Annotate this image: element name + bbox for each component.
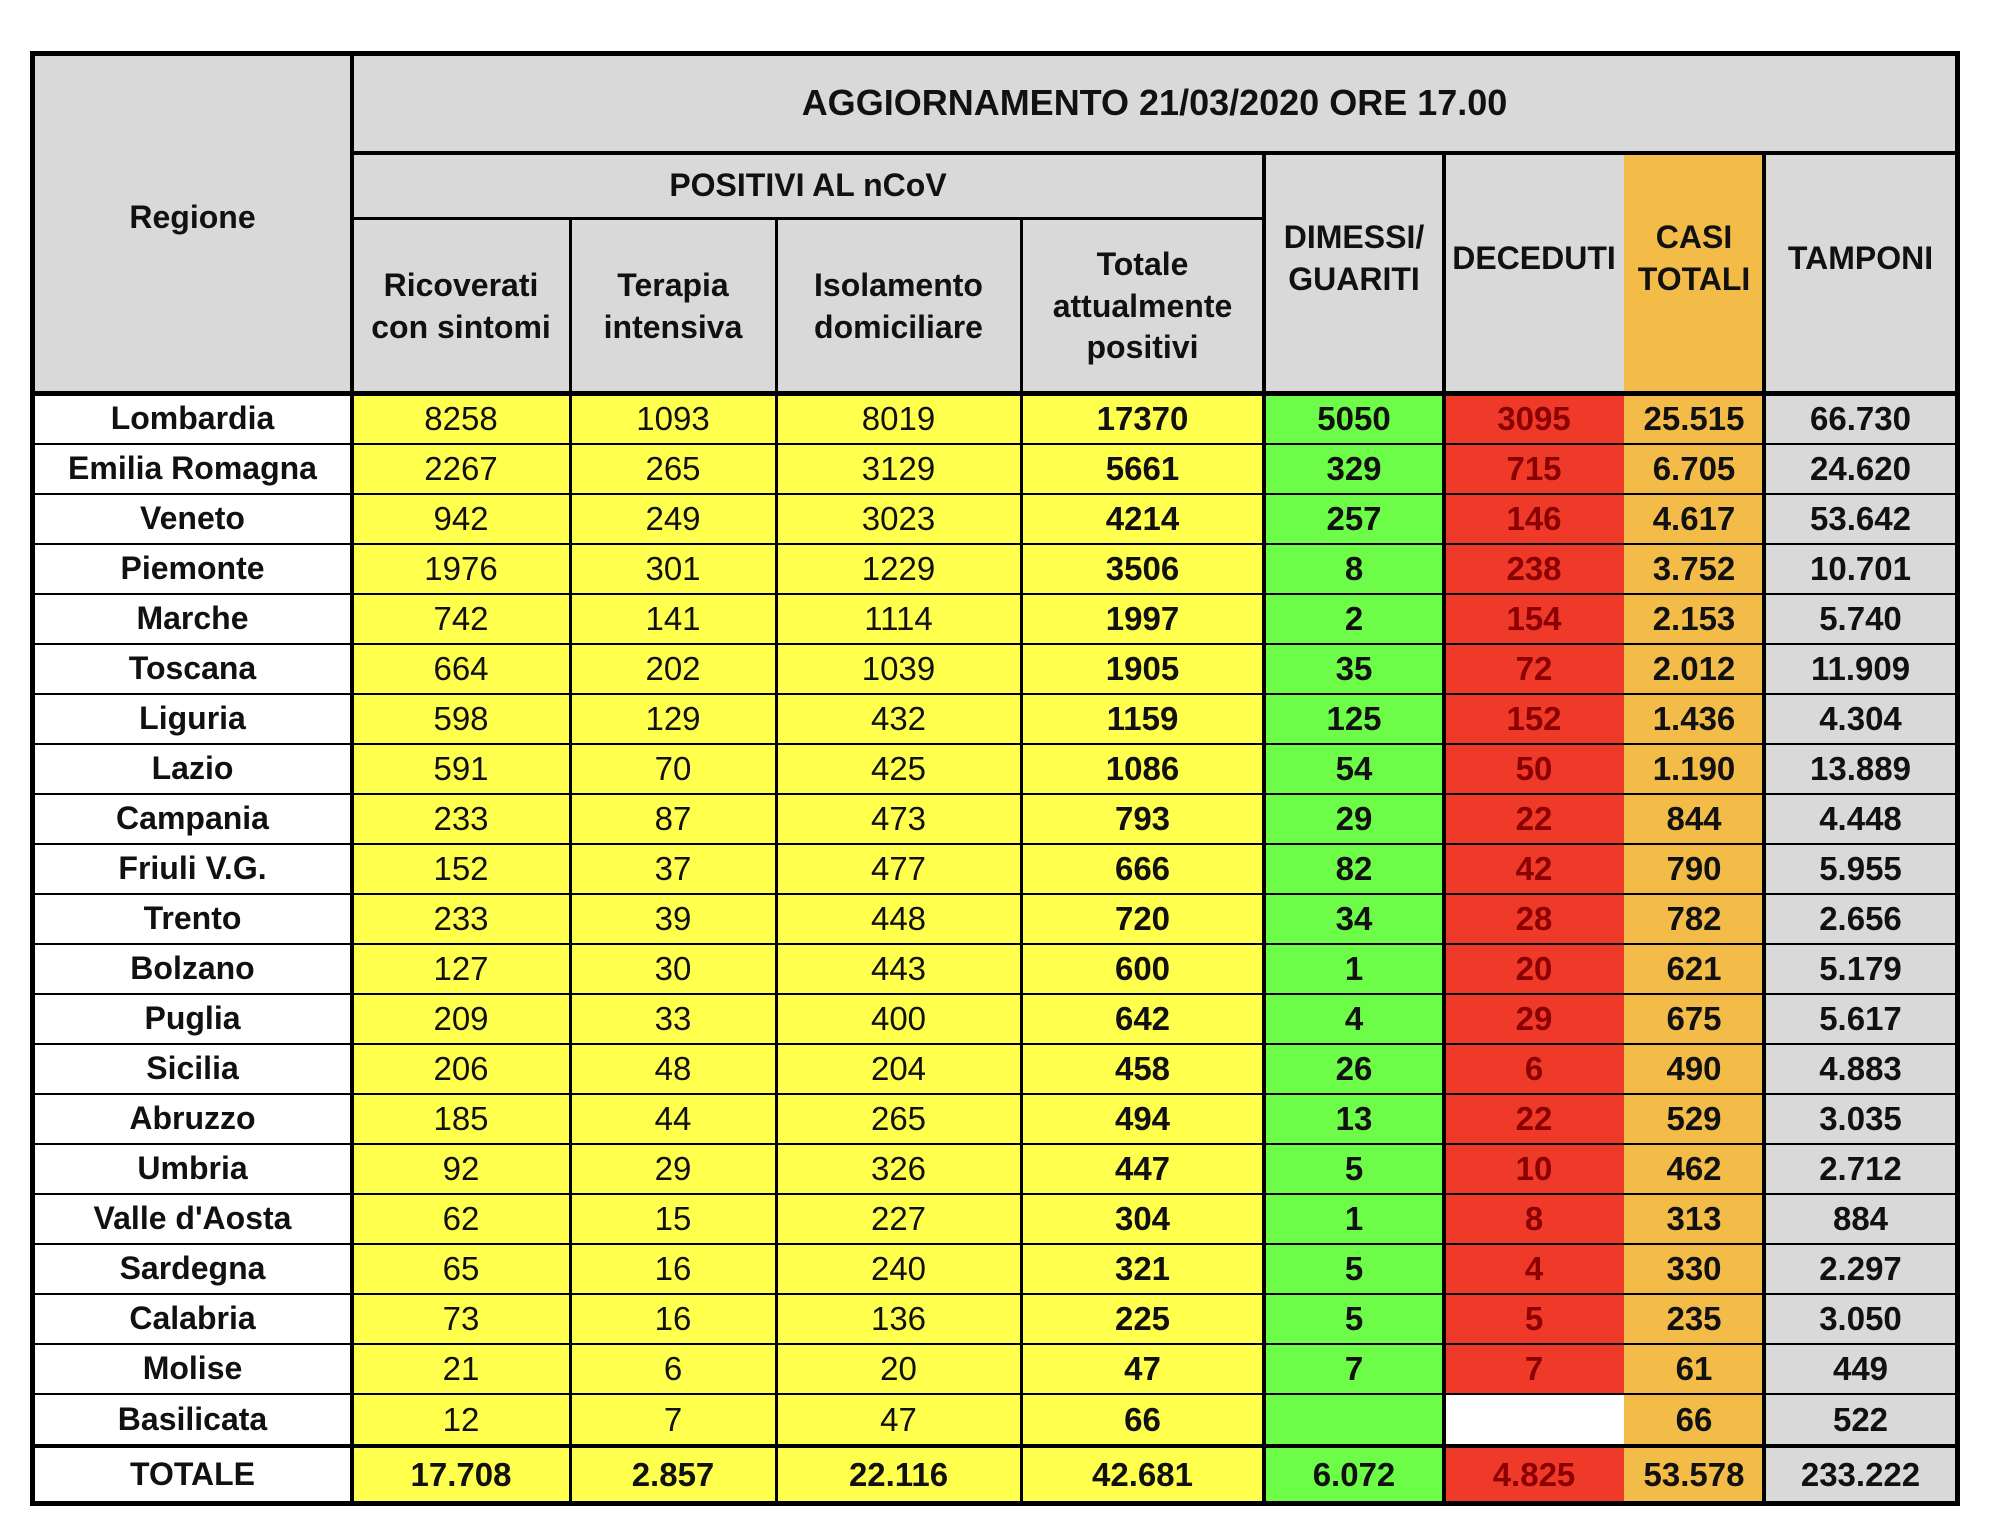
cell-dimessi: 1 <box>1264 1194 1444 1244</box>
cell-dimessi: 5 <box>1264 1144 1444 1194</box>
cell-deceduti: 22 <box>1444 794 1624 844</box>
cell-isolamento: 204 <box>776 1044 1021 1094</box>
cell-dimessi: 54 <box>1264 744 1444 794</box>
cell-ricoverati: 8258 <box>352 394 570 444</box>
cell-totale-positivi: 720 <box>1021 894 1264 944</box>
cell-isolamento: 432 <box>776 694 1021 744</box>
cell-dimessi: 2 <box>1264 594 1444 644</box>
cell-terapia: 265 <box>570 444 776 494</box>
cell-ricoverati: 152 <box>352 844 570 894</box>
cell-regione: Lombardia <box>33 394 352 444</box>
cell-tamponi: 5.617 <box>1764 994 1957 1044</box>
cell-tamponi: 11.909 <box>1764 644 1957 694</box>
cell-totale-positivi: 17370 <box>1021 394 1264 444</box>
cell-casi-totali: 790 <box>1624 844 1764 894</box>
row-line-8 <box>33 793 1957 795</box>
cell-tamponi: 10.701 <box>1764 544 1957 594</box>
cell-casi-totali: 61 <box>1624 1344 1764 1394</box>
cell-ricoverati: 62 <box>352 1194 570 1244</box>
cell-totale-positivi: 458 <box>1021 1044 1264 1094</box>
cell-deceduti: 3095 <box>1444 394 1624 444</box>
cell-isolamento: 3023 <box>776 494 1021 544</box>
cell-deceduti: 7 <box>1444 1344 1624 1394</box>
cell-totale-positivi: 1159 <box>1021 694 1264 744</box>
cell-regione: Trento <box>33 894 352 944</box>
cell-regione: Veneto <box>33 494 352 544</box>
cell-ricoverati: 12 <box>352 1394 570 1446</box>
cell-ricoverati: 233 <box>352 894 570 944</box>
cell-totale-positivi: 666 <box>1021 844 1264 894</box>
cell-tamponi: 4.304 <box>1764 694 1957 744</box>
cell-ricoverati: 1976 <box>352 544 570 594</box>
cell-tamponi: 4.883 <box>1764 1044 1957 1094</box>
cell-casi-totali: 529 <box>1624 1094 1764 1144</box>
cell-dimessi: 82 <box>1264 844 1444 894</box>
row-line-15 <box>33 1143 1957 1145</box>
cell-isolamento: 265 <box>776 1094 1021 1144</box>
total-totale-positivi: 42.681 <box>1021 1446 1264 1504</box>
cell-tamponi: 2.656 <box>1764 894 1957 944</box>
cell-regione: Piemonte <box>33 544 352 594</box>
cell-totale-positivi: 3506 <box>1021 544 1264 594</box>
row-line-14 <box>33 1093 1957 1095</box>
cell-terapia: 6 <box>570 1344 776 1394</box>
cell-regione: Bolzano <box>33 944 352 994</box>
header-regione: Regione <box>33 54 352 394</box>
cell-totale-positivi: 47 <box>1021 1344 1264 1394</box>
cell-isolamento: 1114 <box>776 594 1021 644</box>
header-positivi: POSITIVI AL nCoV <box>352 153 1264 219</box>
cell-regione: Sardegna <box>33 1244 352 1294</box>
cell-dimessi: 34 <box>1264 894 1444 944</box>
cell-dimessi: 125 <box>1264 694 1444 744</box>
cell-ricoverati: 664 <box>352 644 570 694</box>
cell-terapia: 301 <box>570 544 776 594</box>
total-tamponi: 233.222 <box>1764 1446 1957 1504</box>
cell-deceduti: 10 <box>1444 1144 1624 1194</box>
cell-deceduti: 154 <box>1444 594 1624 644</box>
cell-ricoverati: 2267 <box>352 444 570 494</box>
cell-totale-positivi: 321 <box>1021 1244 1264 1294</box>
cell-dimessi: 7 <box>1264 1344 1444 1394</box>
cell-casi-totali: 2.153 <box>1624 594 1764 644</box>
cell-terapia: 48 <box>570 1044 776 1094</box>
cell-regione: Friuli V.G. <box>33 844 352 894</box>
col-line-pos-0 <box>569 219 572 1504</box>
header-terapia: Terapia intensiva <box>570 219 776 394</box>
cell-isolamento: 3129 <box>776 444 1021 494</box>
cell-deceduti <box>1444 1394 1624 1446</box>
cell-totale-positivi: 5661 <box>1021 444 1264 494</box>
col-line-regione <box>350 54 354 1504</box>
cell-casi-totali: 621 <box>1624 944 1764 994</box>
cell-dimessi: 13 <box>1264 1094 1444 1144</box>
cell-terapia: 141 <box>570 594 776 644</box>
cell-terapia: 16 <box>570 1294 776 1344</box>
cell-terapia: 202 <box>570 644 776 694</box>
cell-tamponi: 66.730 <box>1764 394 1957 444</box>
cell-totale-positivi: 447 <box>1021 1144 1264 1194</box>
cell-totale-positivi: 494 <box>1021 1094 1264 1144</box>
cell-isolamento: 425 <box>776 744 1021 794</box>
header-dimessi: DIMESSI/ GUARITI <box>1264 153 1444 394</box>
cell-dimessi: 5 <box>1264 1294 1444 1344</box>
cell-ricoverati: 185 <box>352 1094 570 1144</box>
cell-tamponi: 5.955 <box>1764 844 1957 894</box>
cell-isolamento: 240 <box>776 1244 1021 1294</box>
cell-ricoverati: 742 <box>352 594 570 644</box>
row-line-19 <box>33 1343 1957 1345</box>
cell-casi-totali: 4.617 <box>1624 494 1764 544</box>
cell-regione: Puglia <box>33 994 352 1044</box>
cell-ricoverati: 942 <box>352 494 570 544</box>
cell-casi-totali: 844 <box>1624 794 1764 844</box>
cell-totale-positivi: 1997 <box>1021 594 1264 644</box>
cell-regione: Basilicata <box>33 1394 352 1446</box>
cell-tamponi: 5.740 <box>1764 594 1957 644</box>
row-line-17 <box>33 1243 1957 1245</box>
cell-regione: Abruzzo <box>33 1094 352 1144</box>
row-line-2 <box>33 493 1957 495</box>
cell-terapia: 70 <box>570 744 776 794</box>
cell-regione: Sicilia <box>33 1044 352 1094</box>
cell-deceduti: 5 <box>1444 1294 1624 1344</box>
cell-isolamento: 326 <box>776 1144 1021 1194</box>
total-dimessi: 6.072 <box>1264 1446 1444 1504</box>
cell-isolamento: 400 <box>776 994 1021 1044</box>
cell-tamponi: 884 <box>1764 1194 1957 1244</box>
row-line-10 <box>33 893 1957 895</box>
header-deceduti: DECEDUTI <box>1444 153 1624 394</box>
cell-ricoverati: 591 <box>352 744 570 794</box>
header-casi-totali: CASI TOTALI <box>1624 153 1764 394</box>
cell-terapia: 30 <box>570 944 776 994</box>
cell-isolamento: 136 <box>776 1294 1021 1344</box>
cell-totale-positivi: 600 <box>1021 944 1264 994</box>
cell-dimessi: 8 <box>1264 544 1444 594</box>
total-regione: TOTALE <box>33 1446 352 1504</box>
cell-deceduti: 22 <box>1444 1094 1624 1144</box>
row-line-18 <box>33 1293 1957 1295</box>
row-line-7 <box>33 743 1957 745</box>
cell-regione: Liguria <box>33 694 352 744</box>
cell-ricoverati: 21 <box>352 1344 570 1394</box>
cell-totale-positivi: 4214 <box>1021 494 1264 544</box>
cell-isolamento: 227 <box>776 1194 1021 1244</box>
row-line-5 <box>33 643 1957 645</box>
cell-isolamento: 8019 <box>776 394 1021 444</box>
row-line-9 <box>33 843 1957 845</box>
cell-ricoverati: 233 <box>352 794 570 844</box>
cell-casi-totali: 25.515 <box>1624 394 1764 444</box>
cell-deceduti: 28 <box>1444 894 1624 944</box>
cell-terapia: 33 <box>570 994 776 1044</box>
row-line-11 <box>33 943 1957 945</box>
header-tamponi: TAMPONI <box>1764 153 1957 394</box>
header-title: AGGIORNAMENTO 21/03/2020 ORE 17.00 <box>352 54 1957 153</box>
cell-deceduti: 152 <box>1444 694 1624 744</box>
cell-regione: Umbria <box>33 1144 352 1194</box>
cell-deceduti: 72 <box>1444 644 1624 694</box>
cell-terapia: 15 <box>570 1194 776 1244</box>
cell-casi-totali: 66 <box>1624 1394 1764 1446</box>
cell-regione: Campania <box>33 794 352 844</box>
cell-deceduti: 715 <box>1444 444 1624 494</box>
border-right <box>1955 51 1960 1506</box>
header-isolamento: Isolamento domiciliare <box>776 219 1021 394</box>
cell-tamponi: 53.642 <box>1764 494 1957 544</box>
total-terapia: 2.857 <box>570 1446 776 1504</box>
cell-terapia: 44 <box>570 1094 776 1144</box>
cell-deceduti: 4 <box>1444 1244 1624 1294</box>
cell-isolamento: 47 <box>776 1394 1021 1446</box>
cell-isolamento: 477 <box>776 844 1021 894</box>
row-line-13 <box>33 1043 1957 1045</box>
cell-dimessi: 1 <box>1264 944 1444 994</box>
cell-totale-positivi: 1086 <box>1021 744 1264 794</box>
cell-isolamento: 448 <box>776 894 1021 944</box>
cell-isolamento: 20 <box>776 1344 1021 1394</box>
line-above-totale <box>33 1444 1957 1448</box>
cell-regione: Valle d'Aosta <box>33 1194 352 1244</box>
cell-terapia: 249 <box>570 494 776 544</box>
cell-terapia: 1093 <box>570 394 776 444</box>
header-ricoverati: Ricoverati con sintomi <box>352 219 570 394</box>
total-isolamento: 22.116 <box>776 1446 1021 1504</box>
row-line-1 <box>33 443 1957 445</box>
cell-casi-totali: 330 <box>1624 1244 1764 1294</box>
cell-casi-totali: 235 <box>1624 1294 1764 1344</box>
col-line-main-2 <box>1762 153 1766 1504</box>
cell-isolamento: 1039 <box>776 644 1021 694</box>
cell-totale-positivi: 66 <box>1021 1394 1264 1446</box>
cell-deceduti: 50 <box>1444 744 1624 794</box>
cell-casi-totali: 1.436 <box>1624 694 1764 744</box>
cell-terapia: 39 <box>570 894 776 944</box>
cell-terapia: 29 <box>570 1144 776 1194</box>
cell-casi-totali: 462 <box>1624 1144 1764 1194</box>
cell-dimessi: 5 <box>1264 1244 1444 1294</box>
cell-casi-totali: 313 <box>1624 1194 1764 1244</box>
cell-regione: Toscana <box>33 644 352 694</box>
cell-deceduti: 42 <box>1444 844 1624 894</box>
row-line-12 <box>33 993 1957 995</box>
cell-regione: Calabria <box>33 1294 352 1344</box>
cell-regione: Marche <box>33 594 352 644</box>
border-bottom <box>30 1501 1960 1506</box>
cell-terapia: 37 <box>570 844 776 894</box>
cell-ricoverati: 73 <box>352 1294 570 1344</box>
cell-dimessi: 35 <box>1264 644 1444 694</box>
cell-deceduti: 20 <box>1444 944 1624 994</box>
cell-deceduti: 29 <box>1444 994 1624 1044</box>
cell-tamponi: 3.050 <box>1764 1294 1957 1344</box>
cell-totale-positivi: 793 <box>1021 794 1264 844</box>
cell-deceduti: 146 <box>1444 494 1624 544</box>
line-under-positivi <box>352 217 1264 220</box>
cell-terapia: 87 <box>570 794 776 844</box>
cell-dimessi: 4 <box>1264 994 1444 1044</box>
line-under-title <box>352 151 1957 155</box>
cell-ricoverati: 206 <box>352 1044 570 1094</box>
cell-tamponi: 13.889 <box>1764 744 1957 794</box>
row-line-4 <box>33 593 1957 595</box>
cell-totale-positivi: 642 <box>1021 994 1264 1044</box>
cell-tamponi: 5.179 <box>1764 944 1957 994</box>
cell-dimessi: 5050 <box>1264 394 1444 444</box>
cell-casi-totali: 3.752 <box>1624 544 1764 594</box>
cell-deceduti: 6 <box>1444 1044 1624 1094</box>
cell-terapia: 129 <box>570 694 776 744</box>
cell-tamponi: 2.297 <box>1764 1244 1957 1294</box>
total-ricoverati: 17.708 <box>352 1446 570 1504</box>
col-line-pos-1 <box>775 219 778 1504</box>
cell-dimessi: 257 <box>1264 494 1444 544</box>
cell-regione: Molise <box>33 1344 352 1394</box>
cell-casi-totali: 1.190 <box>1624 744 1764 794</box>
cell-deceduti: 238 <box>1444 544 1624 594</box>
cell-totale-positivi: 304 <box>1021 1194 1264 1244</box>
cell-totale-positivi: 1905 <box>1021 644 1264 694</box>
total-deceduti: 4.825 <box>1444 1446 1624 1504</box>
cell-dimessi <box>1264 1394 1444 1446</box>
cell-terapia: 7 <box>570 1394 776 1446</box>
cell-ricoverati: 598 <box>352 694 570 744</box>
col-line-main-1 <box>1442 153 1446 1504</box>
border-top <box>30 51 1960 56</box>
total-casi-totali: 53.578 <box>1624 1446 1764 1504</box>
cell-tamponi: 4.448 <box>1764 794 1957 844</box>
cell-dimessi: 29 <box>1264 794 1444 844</box>
cell-ricoverati: 92 <box>352 1144 570 1194</box>
cell-casi-totali: 675 <box>1624 994 1764 1044</box>
line-under-header <box>33 391 1957 396</box>
cell-casi-totali: 782 <box>1624 894 1764 944</box>
cell-deceduti: 8 <box>1444 1194 1624 1244</box>
cell-tamponi: 2.712 <box>1764 1144 1957 1194</box>
cell-regione: Emilia Romagna <box>33 444 352 494</box>
cell-terapia: 16 <box>570 1244 776 1294</box>
row-line-20 <box>33 1393 1957 1395</box>
cell-tamponi: 24.620 <box>1764 444 1957 494</box>
cell-tamponi: 3.035 <box>1764 1094 1957 1144</box>
row-line-3 <box>33 543 1957 545</box>
cell-regione: Lazio <box>33 744 352 794</box>
cell-dimessi: 329 <box>1264 444 1444 494</box>
cell-isolamento: 443 <box>776 944 1021 994</box>
cell-casi-totali: 6.705 <box>1624 444 1764 494</box>
cell-casi-totali: 2.012 <box>1624 644 1764 694</box>
cell-casi-totali: 490 <box>1624 1044 1764 1094</box>
cell-dimessi: 26 <box>1264 1044 1444 1094</box>
row-line-16 <box>33 1193 1957 1195</box>
col-line-main-0 <box>1262 153 1266 1504</box>
cell-ricoverati: 65 <box>352 1244 570 1294</box>
cell-isolamento: 1229 <box>776 544 1021 594</box>
col-line-pos-2 <box>1020 219 1023 1504</box>
row-line-6 <box>33 693 1957 695</box>
cell-ricoverati: 127 <box>352 944 570 994</box>
cell-ricoverati: 209 <box>352 994 570 1044</box>
cell-tamponi: 449 <box>1764 1344 1957 1394</box>
cell-tamponi: 522 <box>1764 1394 1957 1446</box>
cell-totale-positivi: 225 <box>1021 1294 1264 1344</box>
cell-isolamento: 473 <box>776 794 1021 844</box>
border-left <box>30 51 35 1506</box>
header-totale-positivi: Totale attualmente positivi <box>1021 219 1264 394</box>
